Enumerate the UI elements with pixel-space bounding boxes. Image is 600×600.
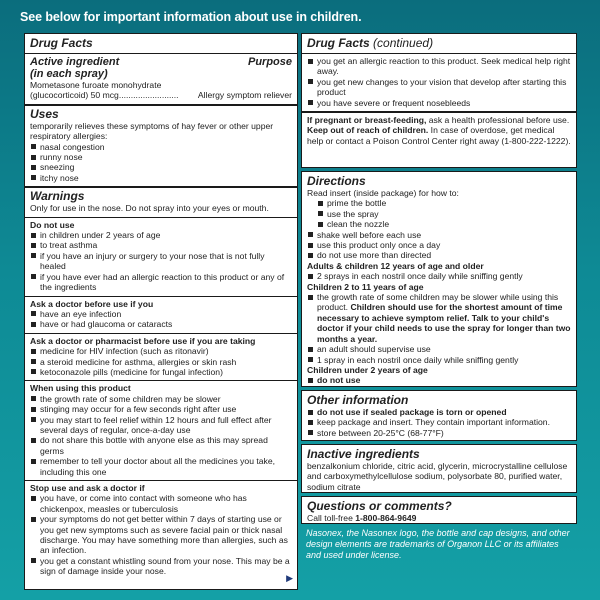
list-item: in children under 2 years of age xyxy=(30,230,292,240)
list-item: itchy nose xyxy=(30,173,292,183)
list-item: prime the bottle xyxy=(307,198,571,208)
top-note: See below for important information about use in children. xyxy=(20,10,362,24)
list-item: you get a constant whistling sound from your nose. This may be a sign of damage inside your nose. xyxy=(30,556,292,577)
do-not-use-title: Do not use xyxy=(30,219,75,230)
list-item: clean the nozzle xyxy=(307,219,571,229)
list-item: sneezing xyxy=(30,162,292,172)
children-growth-item: the growth rate of some children may be slower while using this product. Children should use for the shortest amount of time necessary to achieve symptom relief. Talk to your child's doctor if your child needs to use the spray for longer than two months a year. xyxy=(307,292,571,344)
list-item: have an eye infection xyxy=(30,309,292,319)
list-item: 2 sprays in each nostril once daily while sniffing gently xyxy=(307,271,571,281)
list-item: you get an allergic reaction to this product. Seek medical help right away. xyxy=(307,56,571,77)
list-item: do not use more than directed xyxy=(307,250,571,260)
inactive-ingredients-text: benzalkonium chloride, citric acid, glycerin, microcrystalline cellulose and carboxymethylcellulose sodium, polysorbate 80, purified water, sodium citrate xyxy=(307,461,568,492)
inactive-ingredients-title: Inactive ingredients xyxy=(307,447,420,461)
ingredient-dots: ......................... xyxy=(118,90,179,101)
keep-out-of-reach: Keep out of reach of children. In case of overdose, get medical help or contact a Poison Control Center right away (1-800-222-1222). xyxy=(307,125,571,146)
when-using-title: When using this product xyxy=(30,383,131,394)
under-2-title: Children under 2 years of age xyxy=(307,364,428,375)
ask-doctor-title: Ask a doctor before use if you xyxy=(30,298,154,309)
questions-box xyxy=(301,496,577,524)
warnings-title: Warnings xyxy=(30,189,85,204)
list-item: if you have an injury or surgery to your nose that is not fully healed xyxy=(30,251,292,272)
list-item: shake well before each use xyxy=(307,230,571,240)
list-item: medicine for HIV infection (such as ritonavir) xyxy=(30,346,292,356)
list-item: you have severe or frequent nosebleeds xyxy=(307,98,571,108)
active-ingredient-heading: Active ingredient xyxy=(30,56,120,68)
list-item: you get new changes to your vision that develop after starting this product xyxy=(307,77,571,98)
continue-arrow-icon: ▶ xyxy=(286,572,293,583)
uses-title: Uses xyxy=(30,106,59,121)
list-item: do not share this bottle with anyone else as this may spread germs xyxy=(30,435,292,456)
other-information-box xyxy=(301,390,577,441)
ask-pharmacist-title: Ask a doctor or pharmacist before use if you are taking xyxy=(30,335,256,346)
list-item: an adult should supervise use xyxy=(307,344,571,354)
list-item: keep package and insert. They contain important information. xyxy=(307,417,571,427)
list-item: a steroid medicine for asthma, allergies or skin rash xyxy=(30,357,292,367)
adults-title: Adults & children 12 years of age and older xyxy=(307,260,484,271)
uses-intro: temporarily relieves these symptoms of hay fever or other upper respiratory allergies: xyxy=(30,120,274,142)
drug-facts-continued-title: Drug Facts (continued) xyxy=(307,36,434,50)
drug-facts-title: Drug Facts xyxy=(30,36,93,50)
stop-use-title: Stop use and ask a doctor if xyxy=(30,483,145,493)
list-item: do not use if sealed package is torn or opened xyxy=(307,407,571,417)
list-item: your symptoms do not get better within 7 days of starting use or you get new symptoms such as severe facial pain or thick nasal discharge. You may have something more than allergies, such as an infection. xyxy=(30,514,292,556)
trademark-notice: Nasonex, the Nasonex logo, the bottle and cap designs, and other design elements are trademarks of Organon LLC or its affiliates and used under license. xyxy=(306,528,570,560)
list-item: the growth rate of some children may be slower xyxy=(30,394,292,404)
list-item: you may start to feel relief within 12 hours and full effect after several days of regular, once-a-day use xyxy=(30,415,292,436)
list-item: nasal congestion xyxy=(30,142,292,152)
other-information-title: Other information xyxy=(307,393,409,407)
list-item: runny nose xyxy=(30,152,292,162)
list-item: remember to tell your doctor about all the medicines you take, including this one xyxy=(30,456,292,477)
purpose-heading: Purpose xyxy=(247,56,292,68)
inactive-ingredients-box xyxy=(301,444,577,493)
list-item: 1 spray in each nostril once daily while sniffing gently xyxy=(307,355,571,365)
uses-list xyxy=(30,142,292,184)
ingredient-row xyxy=(30,90,292,100)
ingredient-dose: (glucocorticoid) 50 mcg xyxy=(30,90,119,101)
ingredient-purpose: Allergy symptom reliever xyxy=(197,90,292,101)
directions-title: Directions xyxy=(307,174,366,188)
questions-title: Questions or comments? xyxy=(307,499,452,513)
drug-facts-continued-box xyxy=(301,33,577,168)
list-item: have or had glaucoma or cataracts xyxy=(30,319,292,329)
list-item: use this product only once a day xyxy=(307,240,571,250)
questions-phone-line: Call toll-free 1-800-864-9649 xyxy=(307,513,417,523)
list-item: you have, or come into contact with someone who has chickenpox, measles or tuberculosis xyxy=(30,493,292,514)
warnings-intro: Only for use in the nose. Do not spray into your eyes or mouth. xyxy=(30,203,269,214)
ingredient-name: Mometasone furoate monohydrate xyxy=(30,80,162,90)
list-item: to treat asthma xyxy=(30,240,292,250)
children-title: Children 2 to 11 years of age xyxy=(307,281,424,292)
list-item: do not use xyxy=(307,375,571,385)
list-item: use the spray xyxy=(307,209,571,219)
directions-box xyxy=(301,171,577,387)
list-item: if you have ever had an allergic reaction to this product or any of the ingredients xyxy=(30,272,292,293)
drug-facts-left-panel xyxy=(24,33,298,590)
active-ingredient-subheading: (in each spray) xyxy=(30,68,108,80)
directions-intro: Read insert (inside package) for how to: xyxy=(307,188,459,198)
pregnancy-warning: If pregnant or breast-feeding, ask a health professional before use. xyxy=(307,115,570,126)
phone-number: 1-800-864-9649 xyxy=(355,513,417,523)
list-item: ketoconazole pills (medicine for fungal infection) xyxy=(30,367,292,377)
list-item: store between 20-25°C (68-77°F) xyxy=(307,428,571,438)
list-item: stinging may occur for a few seconds right after use xyxy=(30,404,292,414)
